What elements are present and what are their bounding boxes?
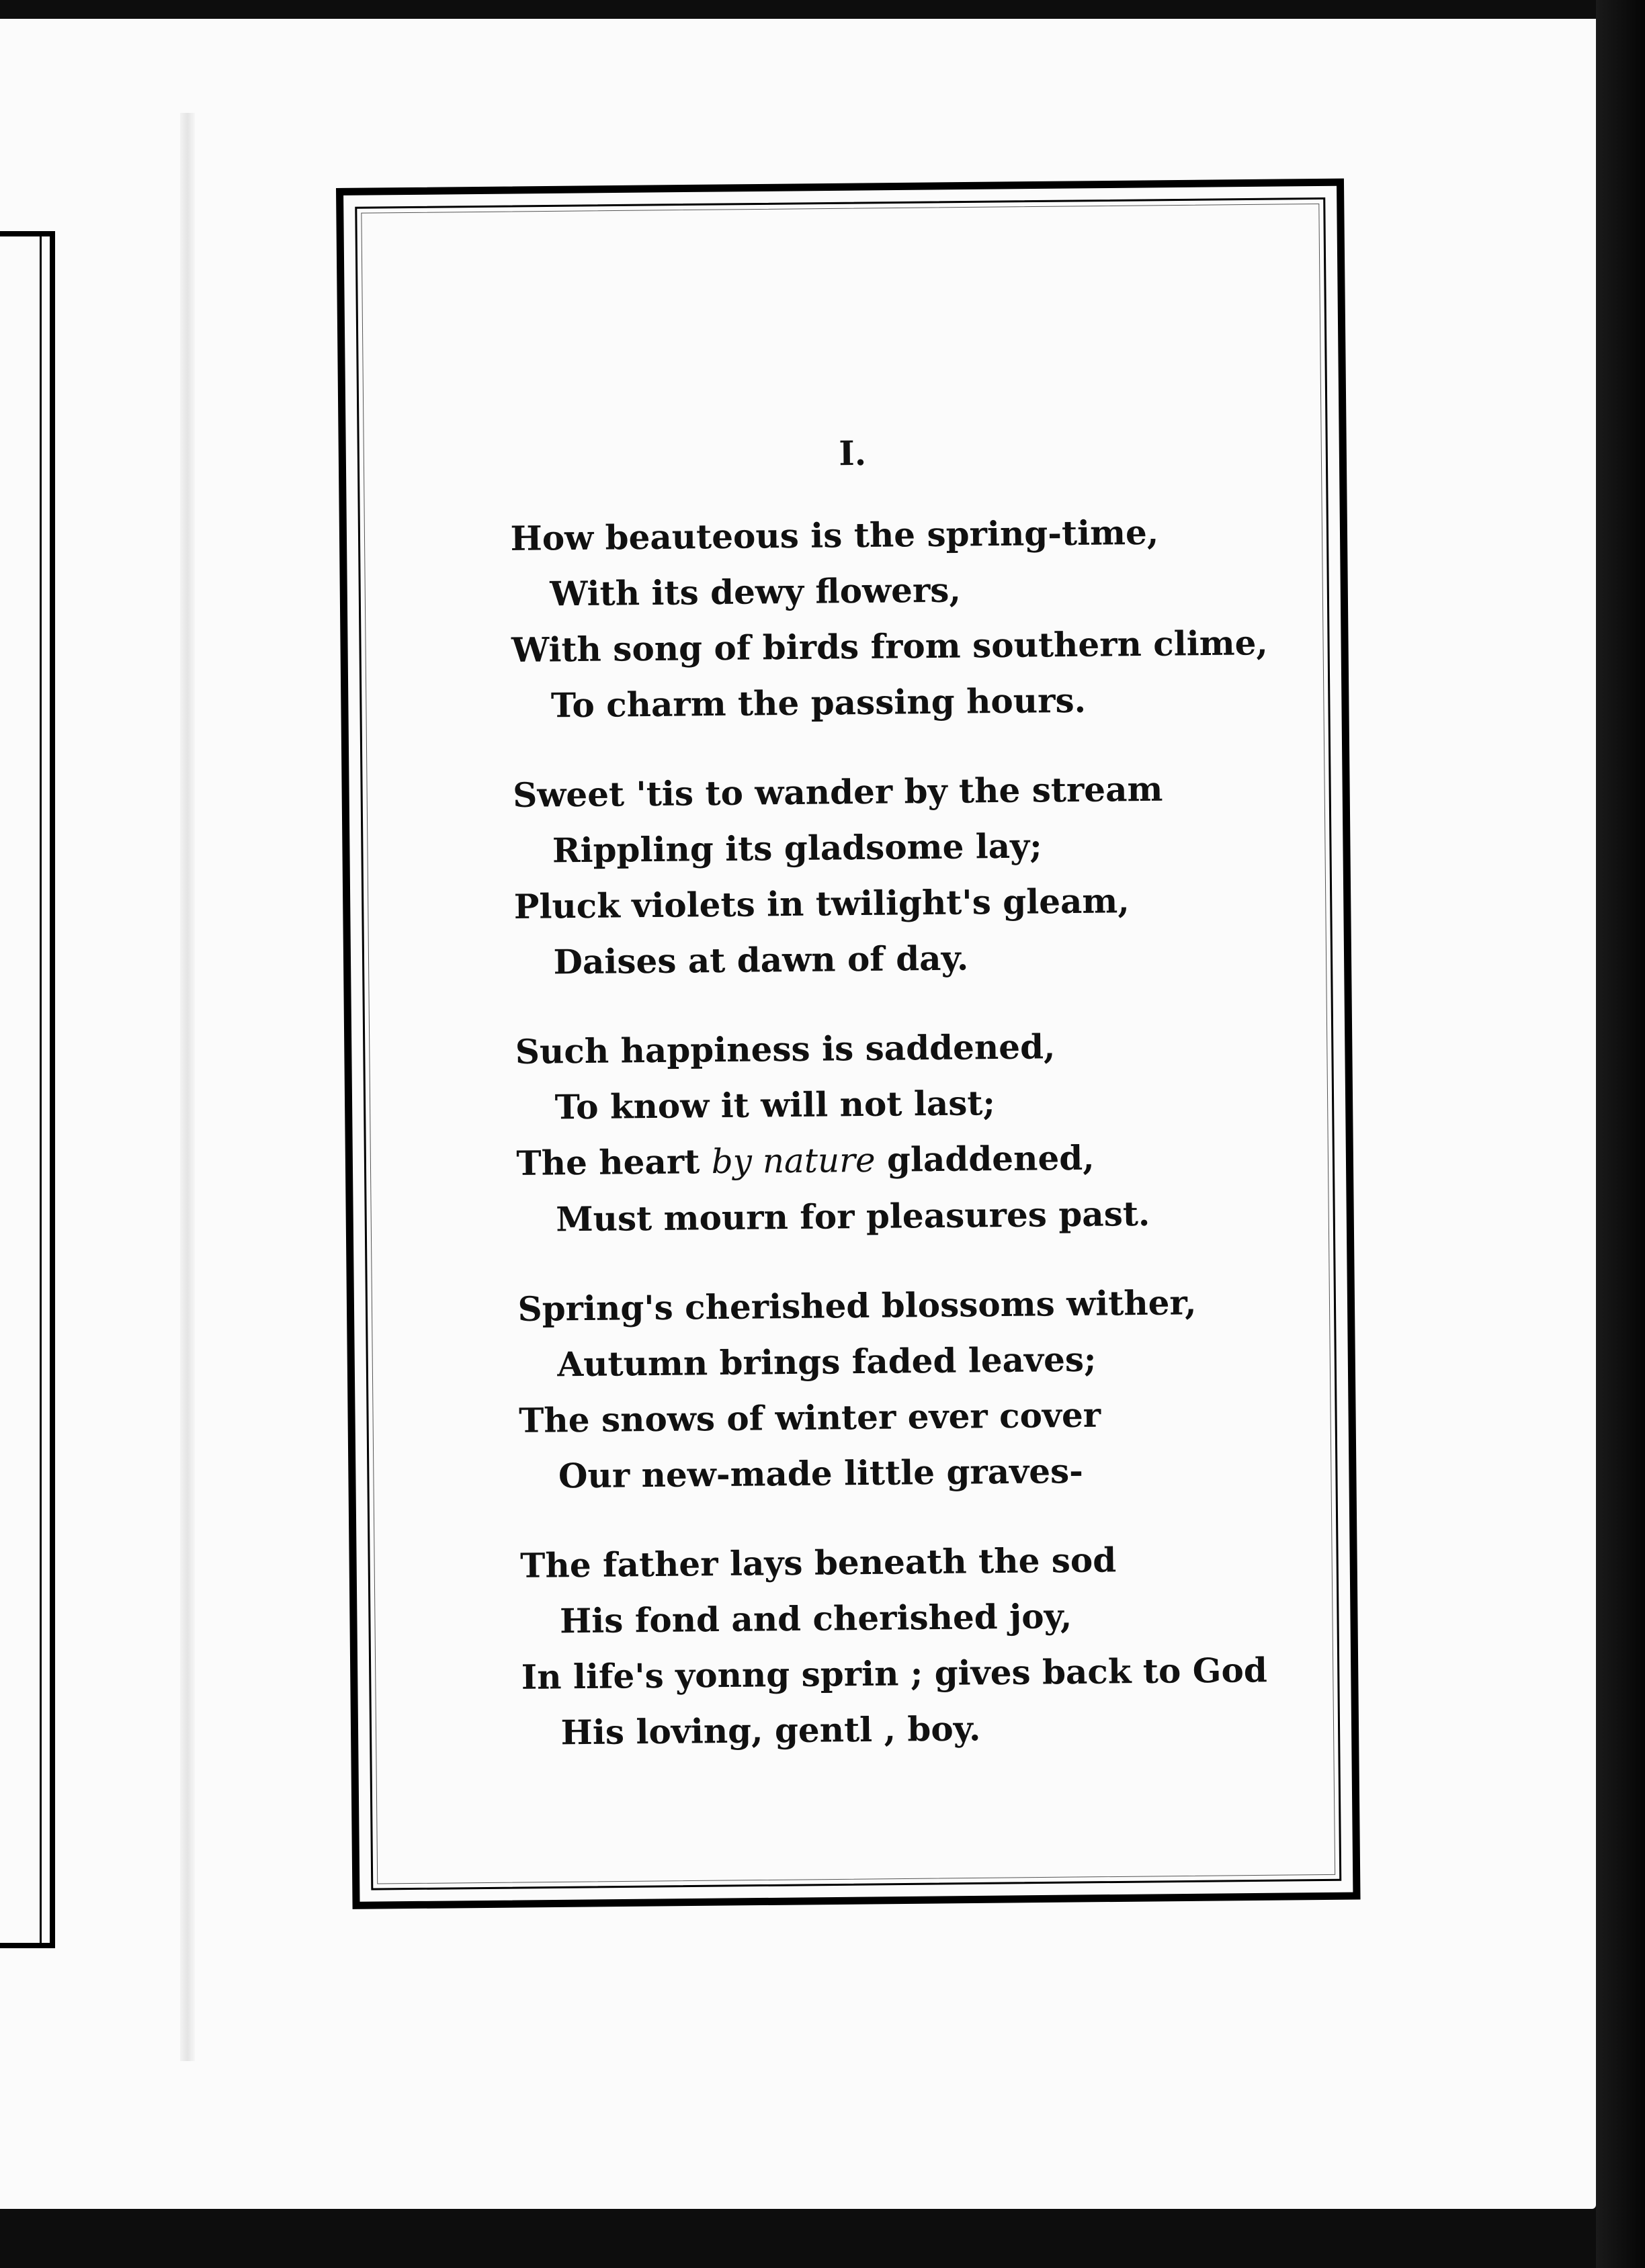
facing-page-border [0, 231, 55, 1948]
poem-line: To know it will not last; [554, 1083, 996, 1127]
poem-line: Autumn brings faded leaves; [557, 1339, 1097, 1385]
stanza-3 [515, 1016, 1310, 1248]
poem-line: The snows of winter ever cover [518, 1395, 1101, 1440]
poem-line: Must mourn for pleasures past. [555, 1193, 1150, 1239]
poem-line: Rippling its gladsome lay; [552, 826, 1042, 871]
stanza-1 [510, 503, 1305, 734]
poem-line: Our new-made little graves- [558, 1450, 1084, 1496]
poem-line: In life's yonng sprin ; gives back to God [521, 1650, 1268, 1697]
poem-line: His fond and cherished joy, [559, 1596, 1072, 1641]
stanza-4 [517, 1274, 1312, 1504]
poem-line: Daises at dawn of day. [553, 938, 969, 982]
poem-line: Such happiness is saddened, [515, 1027, 1056, 1072]
poem-numeral: I. [839, 433, 867, 474]
poem-line: How beauteous is the spring-time, [510, 512, 1159, 558]
stanza-5 [520, 1530, 1315, 1761]
poem-line: With its dewy flowers, [550, 570, 962, 614]
page-gutter [180, 113, 195, 2061]
poem-line: His loving, gentl , boy. [560, 1708, 981, 1753]
poem-line: To charm the passing hours. [550, 680, 1087, 726]
poem-line: The father lays beneath the sod [519, 1540, 1117, 1585]
poem-text [509, 423, 1315, 1794]
poem-line: Sweet 'tis to wander by the stream [512, 769, 1163, 815]
page-edge-shadow [1596, 0, 1645, 2268]
poem-line: Pluck violets in twilight's gleam, [513, 881, 1130, 926]
poem-line: Spring's cherished blossoms wither, [517, 1282, 1197, 1329]
poem-line: With song of birds from southern clime, [511, 623, 1269, 670]
poem-line-italic: The heart by nature gladdened, [516, 1137, 1095, 1183]
stanza-2 [513, 760, 1308, 990]
